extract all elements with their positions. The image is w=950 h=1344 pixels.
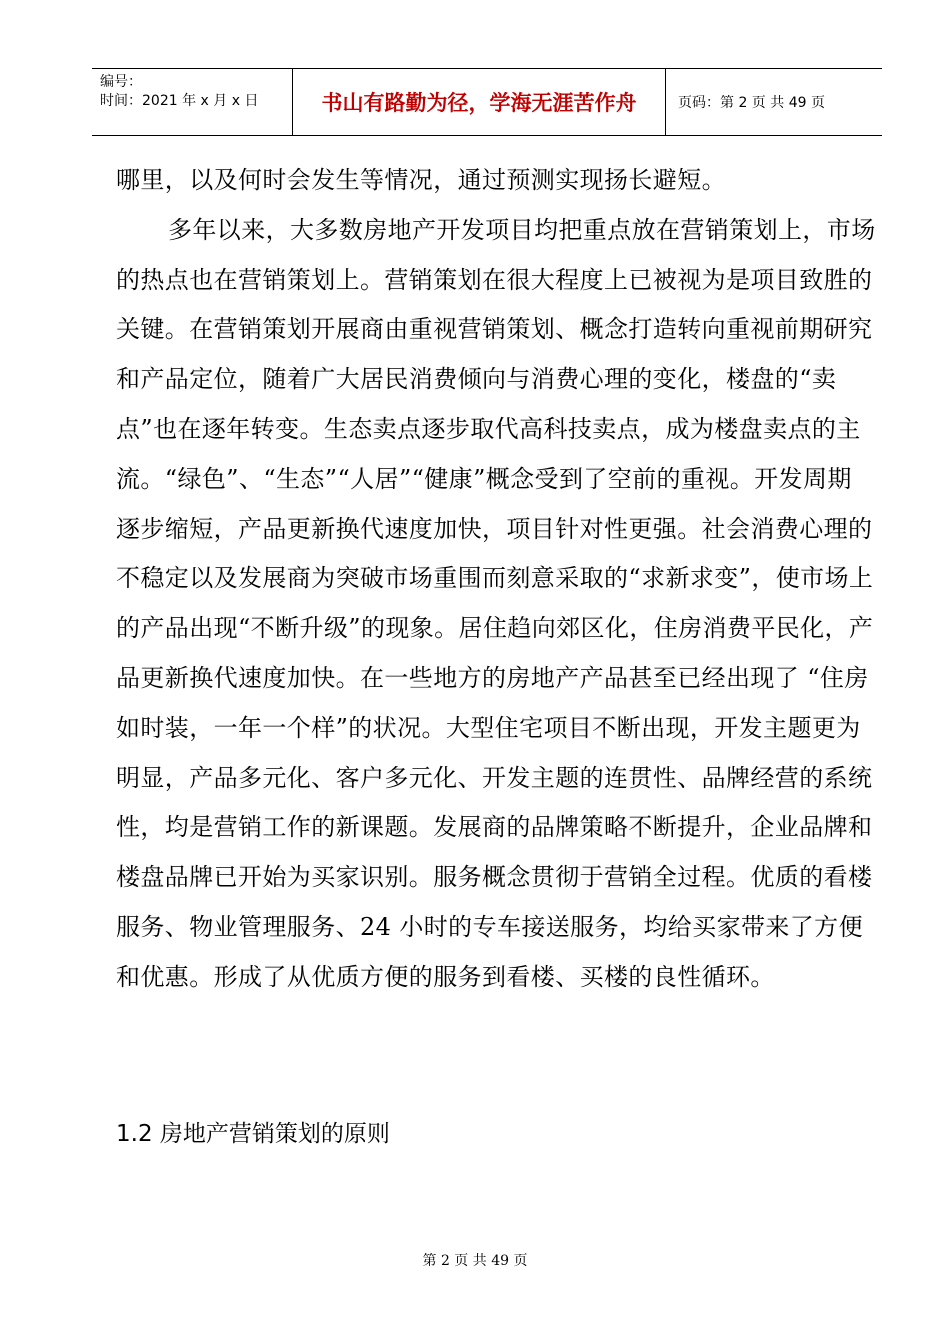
header-page-number: 页码：第 2 页 共 49 页 xyxy=(678,95,825,111)
page-header xyxy=(92,68,882,136)
document-number-label: 编号： xyxy=(100,74,142,90)
section-heading: 1.2 房地产营销策划的原则 xyxy=(116,1121,390,1147)
continued-line: 哪里，以及何时会发生等情况，通过预测实现扬长避短。 xyxy=(116,166,726,194)
document-time-label: 时间：2021 年 x 月 x 日 xyxy=(100,93,259,109)
document-body xyxy=(116,156,876,1003)
body-paragraph: 多年以来，大多数房地产开发项目均把重点放在营销策划上，市场的热点也在营销策划上。营销策划在很大程度上已被视为是项目致胜的关键。在营销策划开展商由重视营销策划、概念打造转向重视前期研究和产品定位，随着广大居民消费倾向与消费心理的变化，楼盘的“卖点”也在逐年转变。生态卖点逐步取代高科技卖点，成为楼盘卖点的主流。“绿色”、“生态”“人居”“健康”概念受到了空前的重视。开发周期逐步缩短，产品更新换代速度加快，项目针对性更强。社会消费心理的不稳定以及发展商为突破市场重围而刻意采取的“求新求变”，使市场上的产品出现“不断升级”的现象。居住趋向郊区化，住房消费平民化，产品更新换代速度加快。在一些地方的房地产产品甚至已经出现了 “住房如时装，一年一个样”的状况。大型住宅项目不断出现，开发主题更为明显，产品多元化、客户多元化、开发主题的连贯性、品牌经营的系统性，均是营销工作的新课题。发展商的品牌策略不断提升，企业品牌和楼盘品牌已开始为买家识别。服务概念贯彻于营销全过程。优质的看楼服务、物业管理服务、24 小时的专车接送服务，均给买家带来了方便和优惠。形成了从优质方便的服务到看楼、买楼的良性循环。 xyxy=(116,215,876,991)
header-motto: 书山有路勤为径，学海无涯苦作舟 xyxy=(293,69,666,135)
page-footer: 第 2 页 共 49 页 xyxy=(422,1253,528,1269)
header-meta xyxy=(92,69,293,135)
